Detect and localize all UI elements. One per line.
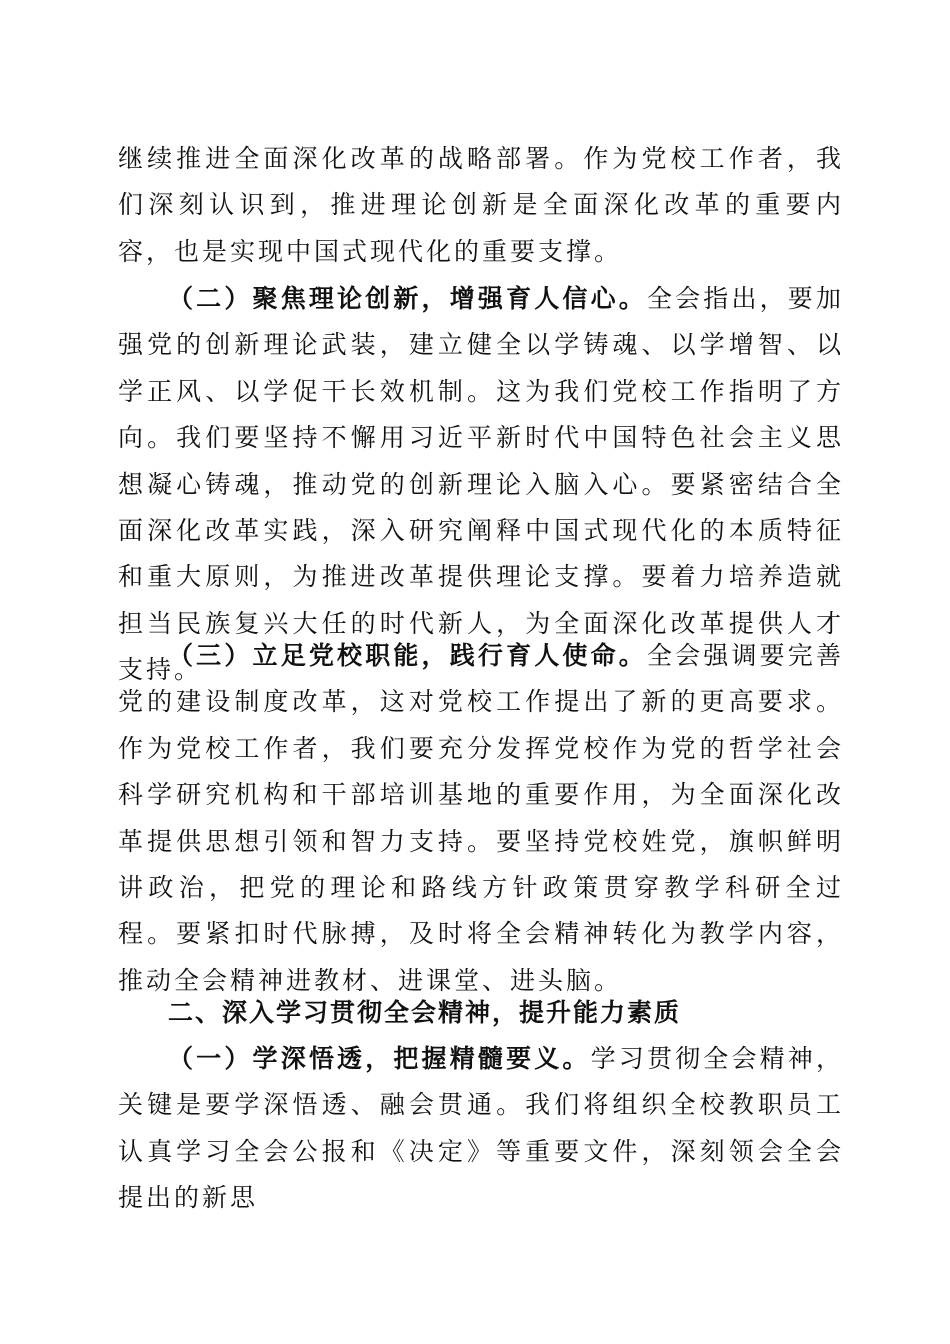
paragraph-continuation (118, 136, 844, 275)
paragraph-lead: （二）聚焦理论创新，增强育人信心。 (168, 284, 647, 313)
document-page (118, 0, 844, 1344)
paragraph-text: 学习贯彻全会精神，关键是要学深悟透、融会贯通。我们将组织全校教职员工认真学习全会公报和《决定》等重要文件，深刻领会全会提出的新思 (118, 1044, 844, 1213)
paragraph-text: 全会强调要完善党的建设制度改革，这对党校工作提出了新的更高要求。作为党校工作者，我们要充分发挥党校作为党的哲学社会科学研究机构和干部培训基地的重要作用，为全面深化改革提供思想引领和智力支持。要坚持党校姓党，旗帜鲜明讲政治，把党的理论和路线方针政策贯穿教学科研全过程。要紧扣时代脉搏，及时将全会精神转化为教学内容，推动全会精神进教材、进课堂、进头脑。 (118, 641, 844, 995)
paragraph-party-school-function (118, 633, 844, 1004)
paragraph-text: 继续推进全面深化改革的战略部署。作为党校工作者，我们深刻认识到，推进理论创新是全面深化改革的重要内容，也是实现中国式现代化的重要支撑。 (118, 144, 844, 266)
paragraph-lead: （一）学深悟透，把握精髓要义。 (168, 1044, 591, 1073)
paragraph-lead: （三）立足党校职能，践行育人使命。 (168, 641, 647, 670)
paragraph-study-deeply (118, 1036, 844, 1222)
section-heading: 二、深入学习贯彻全会精神，提升能力素质 (168, 998, 682, 1027)
paragraph-theory-innovation (118, 276, 844, 694)
paragraph-text: 全会指出，要加强党的创新理论武装，建立健全以学铸魂、以学增智、以学正风、以学促干长效机制。这为我们党校工作指明了方向。我们要坚持不懈用习近平新时代中国特色社会主义思想凝心铸魂，推动党的创新理论入脑入心。要紧密结合全面深化改革实践，深入研究阐释中国式现代化的本质特征和重大原则，为推进改革提供理论支撑。要着力培养造就担当民族复兴大任的时代新人，为全面深化改革提供人才支持。 (118, 284, 844, 685)
